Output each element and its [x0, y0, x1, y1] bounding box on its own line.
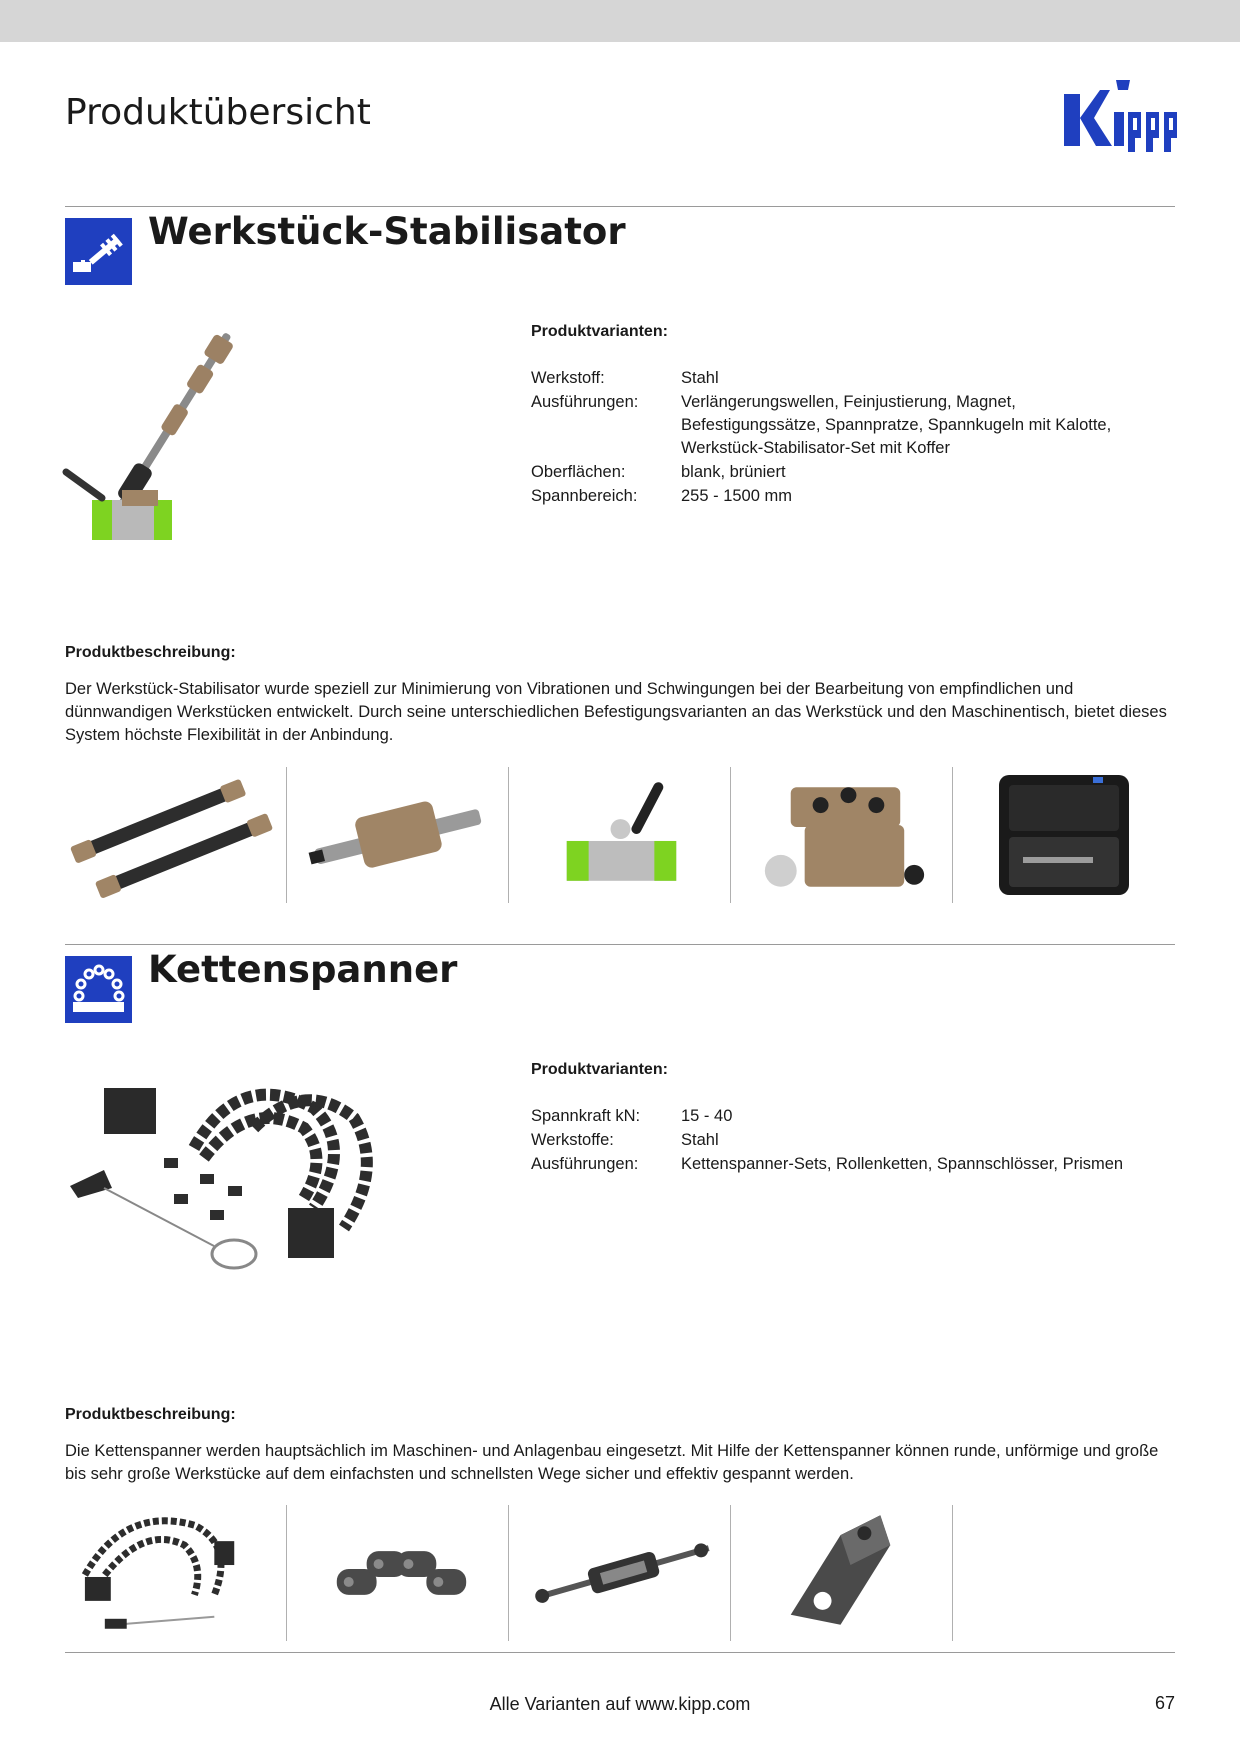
description-text: Die Kettenspanner werden hauptsächlich im Maschinen- und Anlagenbau eingesetzt. Mit Hilfe der Kettenspanner können runde, unförmige und große bis sehr große Werkstücke auf dem einfachsten und schnellsten Wege sicher und effektiv gespannt werden.	[65, 1442, 1159, 1483]
workpiece-stabilizer-icon	[65, 218, 132, 285]
variant-value: 15 - 40	[681, 1107, 733, 1125]
page-title: Produktübersicht	[65, 92, 371, 133]
magnet-base-image	[509, 767, 731, 903]
variant-key: Ausführungen:	[531, 393, 639, 411]
section-title-stabilizer: Werkstück-Stabilisator	[148, 210, 626, 253]
page-number: 67	[1154, 1693, 1175, 1713]
chain-set-image	[65, 1505, 287, 1641]
variant-value: Verlängerungswellen, Feinjustierung, Magnet, Befestigungssätze, Spannpratze, Spannkugeln mit Kalotte, Werkstück-Stabilisator-Set mit Koffer	[681, 393, 1112, 457]
variant-row	[531, 1129, 1171, 1152]
variant-key: Ausführungen:	[531, 1155, 639, 1173]
case-set-image	[953, 767, 1175, 903]
variant-key: Spannbereich:	[531, 487, 638, 505]
kipp-logo	[1064, 76, 1184, 164]
chain-tensioner-variants	[531, 1058, 1171, 1177]
variant-row	[531, 391, 1171, 460]
empty-slot	[953, 1505, 1175, 1641]
variant-value: Kettenspanner-Sets, Rollenketten, Spannschlösser, Prismen	[681, 1155, 1124, 1173]
variant-key: Oberflächen:	[531, 463, 626, 481]
variant-row	[531, 367, 1171, 390]
variant-key: Werkstoff:	[531, 369, 605, 387]
section-title-chain-tensioner: Kettenspanner	[148, 948, 458, 991]
variant-value: 255 - 1500 mm	[681, 487, 792, 505]
prism-block-image	[731, 1505, 953, 1641]
variants-heading: Produktvarianten:	[531, 323, 668, 340]
variant-row	[531, 1105, 1171, 1128]
extension-shafts-image	[65, 767, 287, 903]
stabilizer-thumbnails	[65, 767, 1175, 903]
variant-value: blank, brüniert	[681, 463, 786, 481]
description-heading: Produktbeschreibung:	[65, 644, 236, 661]
variant-key: Werkstoffe:	[531, 1131, 614, 1149]
clamp-ball-image	[731, 767, 953, 903]
stabilizer-hero-image	[62, 322, 274, 554]
variant-key: Spannkraft kN:	[531, 1107, 641, 1125]
variant-row	[531, 485, 1171, 508]
chain-tensioner-thumbnails	[65, 1505, 1175, 1641]
top-bar	[0, 0, 1240, 42]
variants-heading: Produktvarianten:	[531, 1061, 668, 1078]
variant-value: Stahl	[681, 1131, 719, 1149]
stabilizer-description	[65, 641, 1177, 747]
fine-adjustment-image	[287, 767, 509, 903]
section-divider	[65, 944, 1175, 945]
chain-tensioner-icon	[65, 956, 132, 1023]
description-heading: Produktbeschreibung:	[65, 1406, 236, 1423]
description-text: Der Werkstück-Stabilisator wurde speziell zur Minimierung von Vibrationen und Schwingungen bei der Bearbeitung von empfindlichen und dünnwandigen Werkstücken entwickelt. Durch seine unterschiedlichen Befestigungsvarianten an das Werkstück und den Maschinentisch, bietet dieses System höchste Flexibilität in der Anbindung.	[65, 680, 1167, 744]
footer-divider	[65, 1652, 1175, 1653]
footer-link-text: Alle Varianten auf www.kipp.com	[489, 1694, 751, 1714]
chain-tensioner-hero-image	[64, 1058, 414, 1290]
variant-row	[531, 1153, 1171, 1176]
turnbuckle-image	[509, 1505, 731, 1641]
variant-row	[531, 461, 1171, 484]
chain-tensioner-description	[65, 1403, 1177, 1486]
section-divider	[65, 206, 1175, 207]
roller-chain-image	[287, 1505, 509, 1641]
stabilizer-variants	[531, 320, 1171, 509]
variant-value: Stahl	[681, 369, 719, 387]
